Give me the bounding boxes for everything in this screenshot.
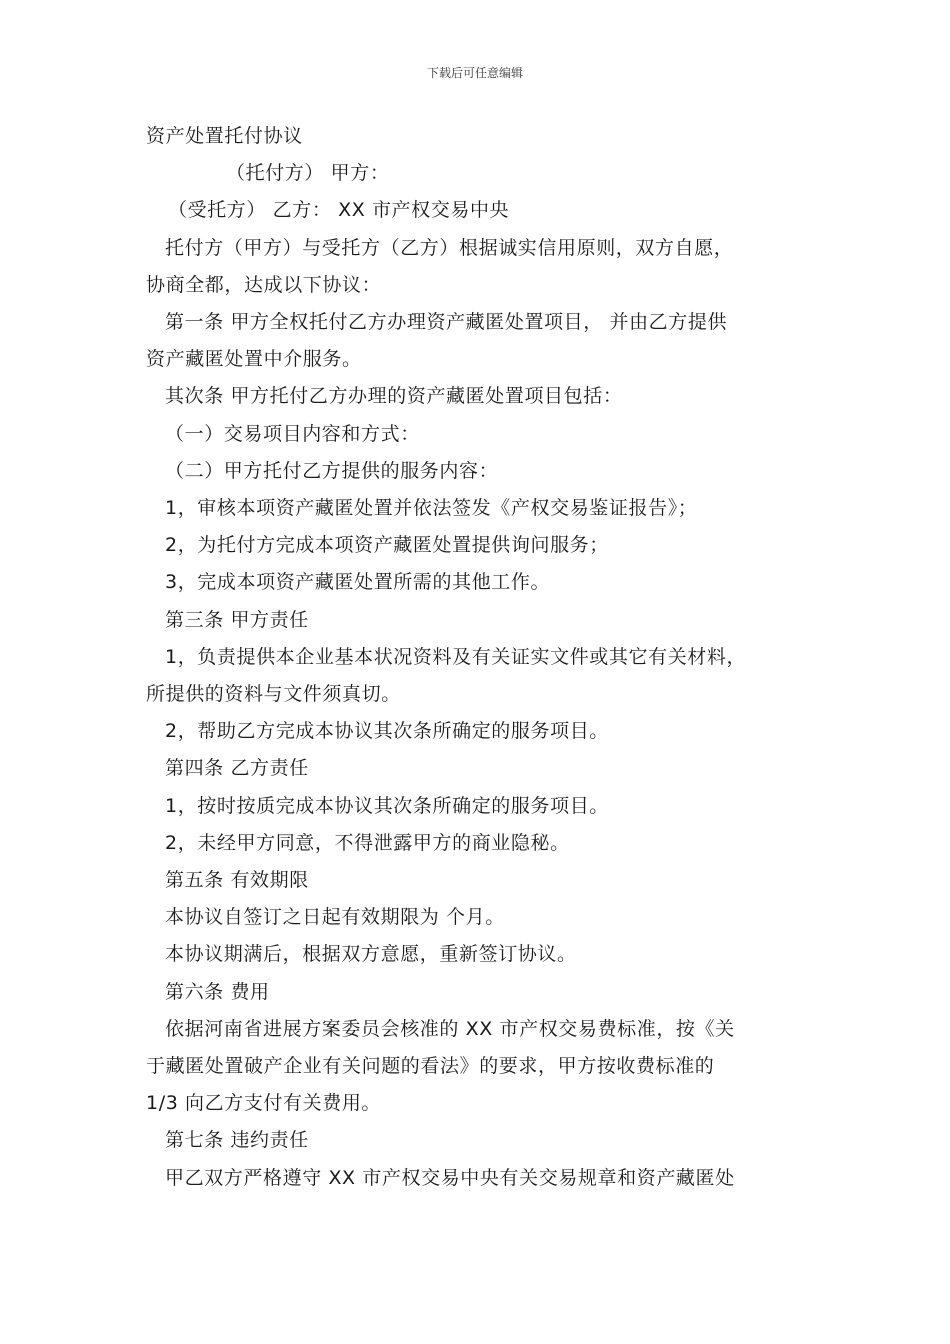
list-item: 2，帮助乙方完成本协议其次条所确定的服务项目。: [165, 720, 609, 743]
list-item: 1，按时按质完成本协议其次条所确定的服务项目。: [165, 794, 609, 817]
document-body: [146, 118, 818, 1197]
list-item: 2，为托付方完成本项资产藏匿处置提供询问服务；: [165, 534, 609, 557]
list-item: 1，审核本项资产藏匿处置并依法签发《产权交易鉴证报告》；: [165, 497, 698, 520]
article-5-heading: 第五条 有效期限: [165, 869, 309, 892]
list-item: （一）交易项目内容和方式：: [165, 422, 420, 445]
article-6-heading: 第六条 费用: [165, 980, 270, 1003]
article-1: 第一条 甲方全权托付乙方办理资产藏匿处置项目， 并由乙方提供: [165, 311, 728, 334]
paragraph-line: 协商全都，达成以下协议：: [146, 273, 382, 296]
paragraph-line: 于藏匿处置破产企业有关问题的看法》的要求，甲方按收费标准的: [146, 1055, 715, 1078]
party-a-line: （托付方） 甲方：: [226, 162, 390, 185]
article-7-heading: 第七条 违约责任: [165, 1129, 309, 1152]
paragraph-line: 本协议期满后，根据双方意愿，重新签订协议。: [165, 943, 577, 966]
document-title: 资产处置托付协议: [146, 125, 303, 147]
list-item: 3，完成本项资产藏匿处置所需的其他工作。: [165, 571, 551, 594]
paragraph-line: 资产藏匿处置中介服务。: [146, 348, 362, 371]
list-item: 1，负责提供本企业基本状况资料及有关证实文件或其它有关材料，: [165, 645, 747, 668]
article-2: 其次条 甲方托付乙方办理的资产藏匿处置项目包括：: [165, 385, 623, 408]
list-item: 2，未经甲方同意，不得泄露甲方的商业隐秘。: [165, 831, 570, 854]
party-b-line: （受托方） 乙方： XX 市产权交易中央: [168, 199, 510, 222]
paragraph-line: 本协议自签订之日起有效期限为 个月。: [165, 906, 505, 929]
paragraph-line: 甲乙双方严格遵守 XX 市产权交易中央有关交易规章和资产藏匿处: [165, 1166, 735, 1189]
paragraph-line: 依据河南省进展方案委员会核准的 XX 市产权交易费标准，按《关: [165, 1017, 735, 1040]
paragraph-line: 所提供的资料与文件须真切。: [146, 683, 401, 706]
page-header: 下载后可任意编辑: [426, 66, 523, 80]
list-item: （二）甲方托付乙方提供的服务内容：: [165, 459, 499, 482]
paragraph-line: 1/3 向乙方支付有关费用。: [146, 1092, 382, 1115]
article-3-heading: 第三条 甲方责任: [165, 608, 309, 631]
paragraph-line: 托付方（甲方）与受托方（乙方）根据诚实信用原则，双方自愿，: [165, 236, 734, 259]
article-4-heading: 第四条 乙方责任: [165, 757, 309, 780]
